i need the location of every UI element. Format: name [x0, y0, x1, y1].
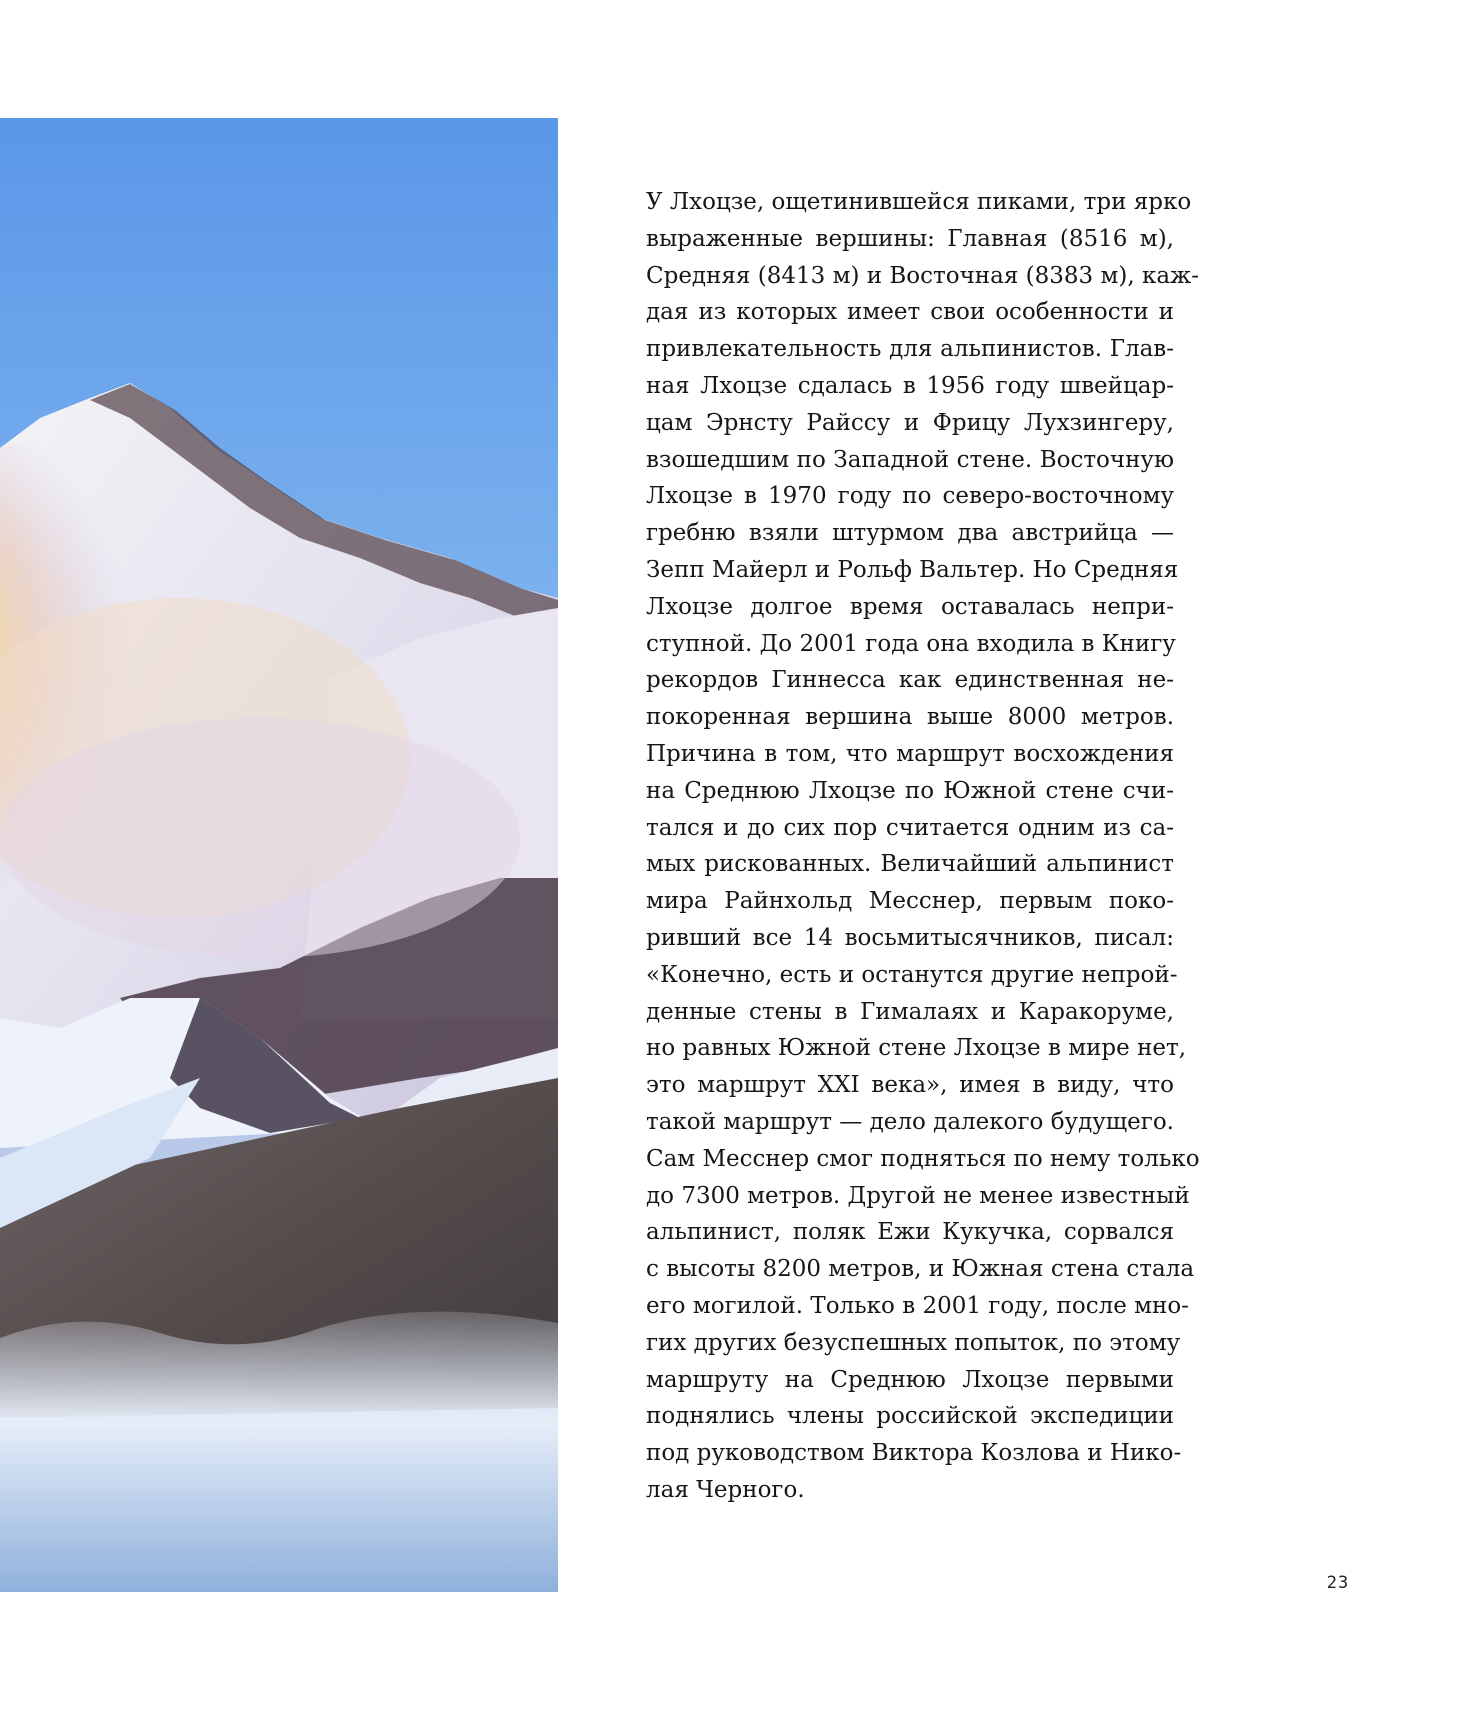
text-line: Лхоцзе долгое время оставалась непри- [646, 593, 1174, 620]
text-line: У Лхоцзе, ощетинившейся пиками, три ярко [646, 189, 1192, 215]
page-number: 23 [1326, 1573, 1350, 1593]
text-line: на Среднюю Лхоцзе по Южной стене счи- [646, 777, 1174, 804]
text-line: выраженные вершины: Главная (8516 м), [646, 225, 1174, 252]
text-line: маршруту на Среднюю Лхоцзе первыми [646, 1366, 1174, 1393]
text-line: поднялись члены российской экспедиции [646, 1403, 1174, 1430]
text-line: Лхоцзе в 1970 году по северо-восточному [646, 483, 1174, 510]
text-line: лая Черного. [646, 1476, 805, 1503]
text-line: это маршрут XXI века», имея в виду, что [646, 1072, 1174, 1099]
text-line: Сам Месснер смог подняться по нему только [646, 1145, 1200, 1172]
text-line: «Конечно, есть и останутся другие непрой- [646, 961, 1178, 988]
text-line: мых рискованных. Величайший альпинист [646, 851, 1174, 878]
text-line: его могилой. Только в 2001 году, после мно- [646, 1292, 1189, 1319]
text-line: дая из которых имеет свои особенности и [646, 299, 1174, 326]
text-line: денные стены в Гималаях и Каракоруме, [646, 998, 1174, 1025]
text-line: гребню взяли штурмом два австрийца — [646, 520, 1174, 547]
text-line: взошедшим по Западной стене. Восточную [646, 446, 1174, 473]
text-line: такой маршрут — дело далекого будущего. [646, 1108, 1174, 1135]
text-line: с высоты 8200 метров, и Южная стена стала [646, 1256, 1195, 1283]
text-line: рекордов Гиннесса как единственная не- [646, 667, 1174, 694]
text-line: ступной. До 2001 года она входила в Книгу [646, 630, 1176, 657]
text-line: тался и до сих пор считается одним из са- [646, 814, 1174, 841]
text-line: гих других безуспешных попыток, по этому [646, 1329, 1181, 1356]
article-text [646, 184, 1200, 1509]
text-line: покоренная вершина выше 8000 метров. [646, 704, 1174, 731]
text-line: но равных Южной стене Лхоцзе в мире нет, [646, 1035, 1187, 1062]
text-line: ная Лхоцзе сдалась в 1956 году швейцар- [646, 372, 1174, 399]
text-line: Средняя (8413 м) и Восточная (8383 м), каж- [646, 262, 1199, 289]
text-line: мира Райнхольд Месснер, первым поко- [646, 888, 1174, 915]
text-line: альпинист, поляк Ежи Кукучка, сорвался [646, 1219, 1174, 1246]
text-line: цам Эрнсту Райссу и Фрицу Лухзингеру, [646, 409, 1174, 436]
text-line: Зепп Майерл и Рольф Вальтер. Но Средняя [646, 556, 1179, 583]
text-line: под руководством Виктора Козлова и Нико- [646, 1440, 1182, 1467]
text-line: ривший все 14 восьмитысячников, писал: [646, 924, 1174, 951]
mountain-photo [0, 118, 558, 1592]
text-line: до 7300 метров. Другой не менее известный [646, 1182, 1190, 1209]
text-line: привлекательность для альпинистов. Глав- [646, 336, 1174, 363]
mountain-illustration [0, 118, 558, 1592]
text-line: Причина в том, что маршрут восхождения [646, 740, 1174, 767]
